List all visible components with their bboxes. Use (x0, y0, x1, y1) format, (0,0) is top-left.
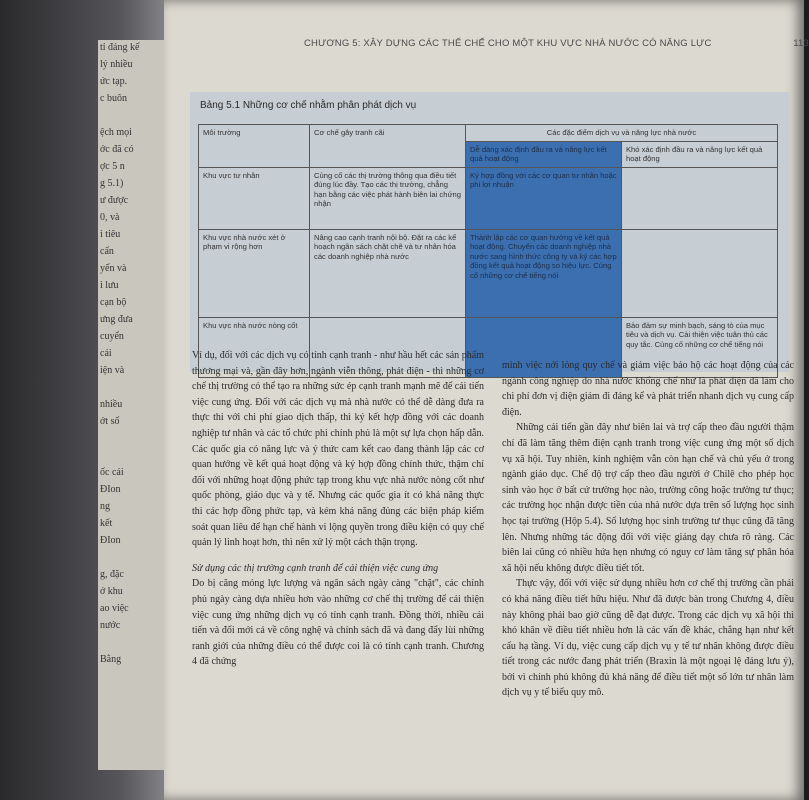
left-page-fragment: cuyển (100, 331, 124, 342)
left-page-fragment: ốc cải (100, 467, 124, 478)
left-page-fragment: cạn bộ (100, 297, 127, 308)
paragraph: minh việc nới lỏng quy chế và giảm việc bảo hộ các hoạt động của các ngành công nghiệp do nhà nước khống chế như là phát điện đã làm cho chi phí đơn vị điện giảm đi đáng kể và phát triển nhanh dịch vụ cung cấp điện. (502, 360, 794, 418)
book-page (164, 0, 809, 800)
left-page-fragment: g 5.1) (100, 178, 124, 189)
left-page-fragment (100, 380, 164, 395)
header-hard: Khó xác định đầu ra và năng lực kết quả hoạt động (621, 141, 777, 167)
mechanism-table (198, 124, 778, 378)
left-page-fragment: 0, và (100, 212, 120, 223)
left-page-fragment: i lưu (100, 280, 119, 291)
left-page-fragment: ao việc (100, 603, 129, 614)
left-page-fragment: ng (100, 501, 110, 512)
left-page-fragment: yến và (100, 263, 127, 274)
left-page-fragment: ĐIon (100, 535, 121, 546)
left-page-fragment: nước (100, 620, 121, 631)
left-page-fragment: ở khu (100, 586, 123, 597)
left-page-fragment: Bằng (100, 654, 122, 665)
paragraph: Thực vậy, đối với việc sử dụng nhiều hơn cơ chế thị trường cần phải có khả năng điều tiết hữu hiệu. Như đã được bàn trong Chương 4, điều này không phải bao giờ cũng dễ đạt được. Trong các dịch vụ xã hội thì khó khăn về điều tiết nhiều hơn là các vấn đề khác, chẳng hạn như kết cấu hạ tầng. Ví dụ, việc cung cấp dịch vụ y tế tư nhân không được điều tiết trong các nước đang phát triển (Braxin là một ngoại lệ đáng lưu ý), bởi vì chính phủ không đủ khả năng để điều tiết một số lớn tư nhân làm dịch vụ y tế biểu quy mô. (502, 578, 794, 699)
paragraph: Những cải tiến gần đây như biên lai và trợ cấp theo đầu người thậm chí đã làm tăng thêm điện cạnh tranh trong việc cung ứng một số dịch vụ xã hội. Tuy nhiên, kinh nghiệm vẫn còn hạn chế và chủ yếu ở trong ngành giáo dục. Chế độ trợ cấp theo đầu người ở Chilê cho phép học sinh vào học ở bất cứ trường học nào, trường công hoặc trường tư thục; các trường học nhận được tiền của nhà nước dựa trên số lượng học sinh học tại trường (Hộp 5.4). Số lượng học sinh trường tư thục cũng đã tăng lên. Nhưng những tác động đối với việc giảng dạy chưa rõ ràng. Các biên lai cũng có nhiều hứa hẹn nhưng có nguy cơ làm tăng sự phân hóa xã hội nếu không được điều tiết tốt. (502, 422, 794, 574)
table-5-1 (190, 92, 790, 372)
right-text-column (502, 358, 794, 701)
header-environment: Môi trường (199, 125, 310, 168)
left-page-fragment (100, 550, 164, 565)
running-header (304, 38, 809, 49)
cell-hard (621, 229, 777, 317)
left-page-fragment: ư được (100, 195, 129, 206)
cell-easy: Ký hợp đồng với các cơ quan tư nhân hoặc phi lợi nhuận (466, 167, 622, 229)
paragraph: Ví dụ, đối với các dịch vụ có tính cạnh tranh - như hầu hết các sản phẩm thương mại và, gần đây hơn, ngành viễn thông, phát điện - thì những cơ chế thị trường có thể tạo ra những sức ép cạnh tranh mạnh mẽ để cải tiến việc cung ứng. Đối với các dịch vụ mà nhà nước có thể dễ dàng đưa ra thực thi với chi phí giao dịch thấp, thì ký kết hợp đồng với các doanh nghiệp tư nhân và các tổ chức phi chính phủ là một sự lựa chọn hấp dẫn. Các quốc gia có năng lực và ý thức cam kết cao đang thành lập các cơ quan hướng về kết quả hoạt động và ký hợp đồng chính thức, thậm chí đối với những hoạt động phức tạp trong khu vực nhà nước nòng cốt như quốc phòng, giáo dục và y tế. Nhưng các quốc gia ít có khả năng thực thi các hợp đồng phức tạp, và kém khả năng đủng các biện pháp kiểm soát quan liêu để hạn chế hành vi lộng quyền trong điều kiện có quy chế quản lý linh hoạt hơn, thì nên xử lý một cách thận trọng. (192, 350, 484, 549)
left-page-fragment: tỉ đáng kể (100, 42, 140, 53)
page-number: 113 (793, 38, 809, 49)
left-page-fragment: iện và (100, 365, 125, 376)
left-page-fragment: ệch mọi (100, 127, 132, 138)
table-caption: Bảng 5.1 Những cơ chế nhằm phân phát dịch vụ (200, 100, 417, 111)
left-page-fragment: nhiều (100, 399, 123, 410)
header-easy: Dễ dàng xác định đầu ra và năng lực kết quả hoạt động (466, 141, 622, 167)
left-page-fragment: ớc đã có (100, 144, 134, 155)
left-page-fragment: ức tạp. (100, 76, 128, 87)
left-page-fragment: c buôn (100, 93, 127, 104)
left-page-fragment (100, 108, 164, 123)
left-page-fragment: ợc 5 n (100, 161, 125, 172)
header-group: Các đặc điểm dịch vụ và năng lực nhà nước (466, 125, 778, 142)
left-page-fragment: lý nhiều (100, 59, 133, 70)
left-page-text-strip (98, 40, 164, 770)
left-page-fragment: ĐIon (100, 484, 121, 495)
cell-environment: Khu vực nhà nước xét ở phạm vi rộng hơn (199, 229, 310, 317)
left-page-fragment: ớt số (100, 416, 120, 427)
table-row (199, 229, 778, 317)
table-header-row (199, 125, 778, 142)
left-page-fragment: cấn (100, 246, 114, 257)
left-page-fragment (100, 431, 164, 446)
cell-mechanism: Nâng cao cạnh tranh nội bộ. Đặt ra các kế hoạch ngân sách chặt chẽ và tư nhân hóa các doanh nghiệp nhà nước (310, 229, 466, 317)
cell-environment: Khu vực nhà nước nòng cốt (199, 317, 310, 377)
left-text-column (192, 348, 484, 670)
left-page-fragment: g, đặc (100, 569, 124, 580)
left-page-fragment: cải (100, 348, 112, 359)
cell-environment: Khu vực tư nhân (199, 167, 310, 229)
left-page-fragment (100, 448, 164, 463)
chapter-title: CHƯƠNG 5: XÂY DỰNG CÁC THỂ CHẾ CHO MỘT KHU VỰC NHÀ NƯỚC CÓ NĂNG LỰC (304, 38, 712, 49)
section-subheading: Sử dụng các thị trường cạnh tranh để cải thiện việc cung ứng (192, 562, 439, 574)
header-mechanism: Cơ chế gây tranh cãi (310, 125, 466, 168)
table-row (199, 167, 778, 229)
left-page-fragment: i tiêu (100, 229, 121, 240)
left-page-fragment (100, 635, 164, 650)
left-page-fragment: ưng đưa (100, 314, 133, 325)
paragraph: Do bị căng mỏng lực lượng và ngân sách ngày càng "chặt", các chính phủ ngày càng dựa nhiều hơn vào những cơ chế thị trường để cải thiện việc cung ứng những dịch vụ có tính cạnh tranh. Đồng thời, nhiều cải tiến và đổi mới cả về công nghệ và chính sách đã và đang đẩy lùi những ranh giới của những điều có thể được coi là có tính cạnh tranh. Chương 4 đã chứng (192, 578, 484, 668)
cell-easy: Thành lập các cơ quan hướng về kết quả hoạt động. Chuyển các doanh nghiệp nhà nước sang hình thức công ty và ký các hợp đồng kết quả hoạt động so hiệu lực. Củng cố những cơ chế tiếng nói (466, 229, 622, 317)
left-page-edge (0, 0, 172, 800)
cell-mechanism: Củng cố các thị trường thông qua điều tiết đúng lúc đầy. Tạo các thị trường, chẳng hạn bằng các việc phát hành biên lai chứng nhận (310, 167, 466, 229)
left-page-fragment: kết (100, 518, 113, 529)
cell-hard (621, 167, 777, 229)
cell-hard: Bảo đảm sự minh bạch, sáng tỏ của mục tiêu và dịch vụ. Cải thiện việc tuân thủ các quy tắc. Củng cố những cơ chế tiếng nói (621, 317, 777, 377)
